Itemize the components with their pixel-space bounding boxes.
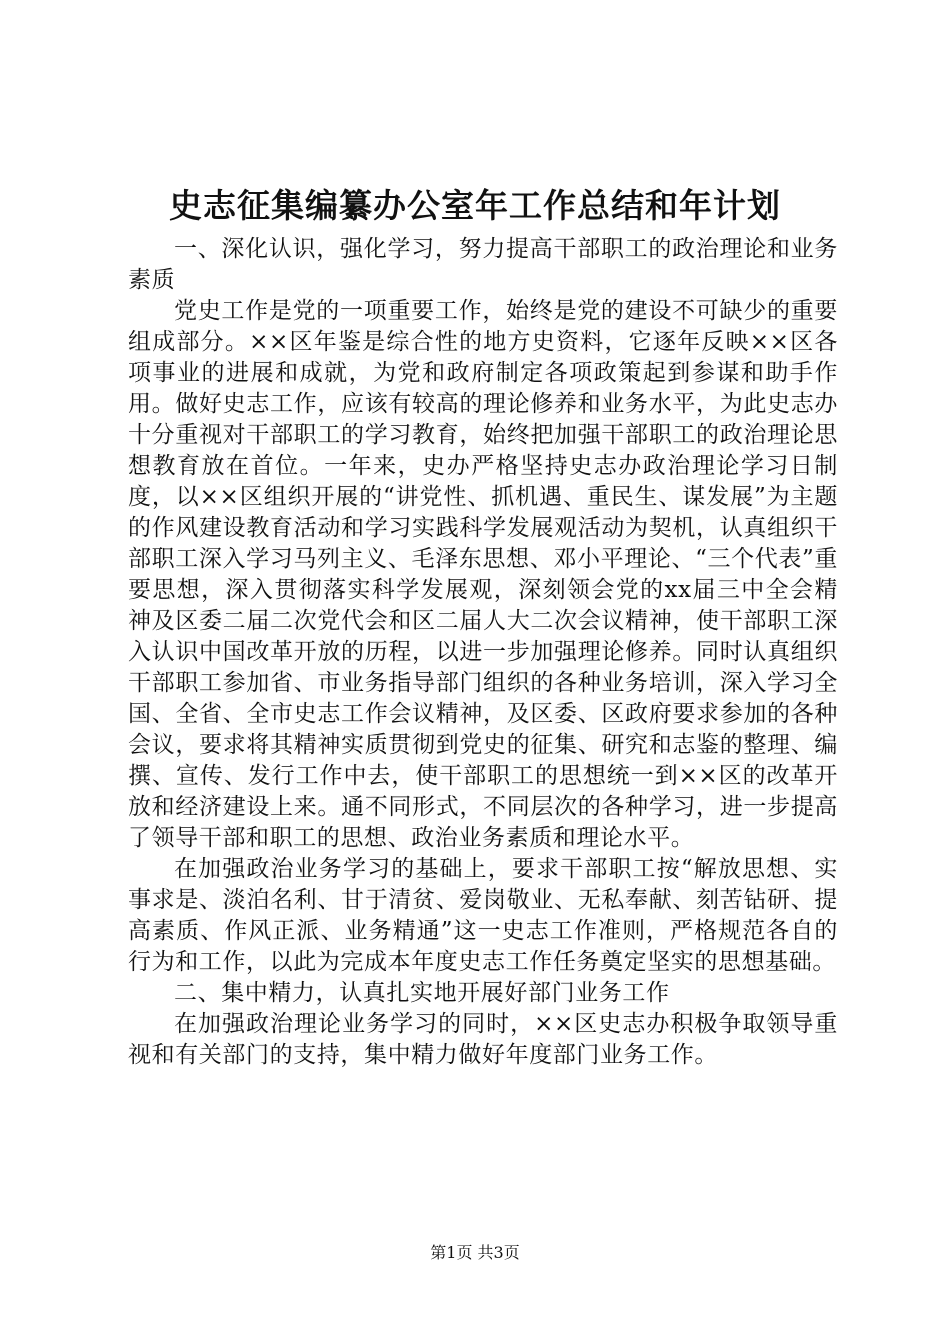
section-heading-1: 一、深化认识，强化学习，努力提高干部职工的政治理论和业务素质 [128, 236, 838, 293]
paragraph: 在加强政治理论业务学习的同时，××区史志办积极争取领导重视和有关部门的支持，集中精力做好年度部门业务工作。 [128, 1011, 838, 1068]
paragraph: 在加强政治业务学习的基础上，要求干部职工按“解放思想、实事求是、淡泊名利、甘于清贫、爱岗敬业、无私奉献、刻苦钻研、提高素质、作风正派、业务精通”这一史志工作准则，严格规范各自的行为和工作，以此为完成本年度史志工作任务奠定坚实的思想基础。 [128, 856, 838, 975]
page-title: 史志征集编纂办公室年工作总结和年计划 [169, 186, 781, 225]
document-body [128, 234, 838, 1071]
page-number-footer: 第1页 共3页 [430, 1243, 520, 1262]
section-heading-2: 二、集中精力，认真扎实地开展好部门业务工作 [174, 980, 670, 1006]
paragraph: 党史工作是党的一项重要工作，始终是党的建设不可缺少的重要组成部分。××区年鉴是综合性的地方史资料，它逐年反映××区各项事业的进展和成就，为党和政府制定各项政策起到参谋和助手作用。做好史志工作，应该有较高的理论修养和业务水平，为此史志办十分重视对干部职工的学习教育，始终把加强干部职工的政治理论思想教育放在首位。一年来，史办严格坚持史志办政治理论学习日制度，以××区组织开展的“讲党性、抓机遇、重民生、谋发展”为主题的作风建设教育活动和学习实践科学发展观活动为契机，认真组织干部职工深入学习马列主义、毛泽东思想、邓小平理论、“三个代表”重要思想，深入贯彻落实科学发展观，深刻领会党的xx届三中全会精神及区委二届二次党代会和区二届人大二次会议精神，使干部职工深入认识中国改革开放的历程，以进一步加强理论修养。同时认真组织干部职工参加省、市业务指导部门组织的各种业务培训，深入学习全国、全省、全市史志工作会议精神，及区委、区政府要求参加的各种会议，要求将其精神实质贯彻到党史的征集、研究和志鉴的整理、编撰、宣传、发行工作中去，使干部职工的思想统一到××区的改革开放和经济建设上来。通不同形式，不同层次的各种学习，进一步提高了领导干部和职工的思想、政治业务素质和理论水平。 [128, 298, 838, 851]
